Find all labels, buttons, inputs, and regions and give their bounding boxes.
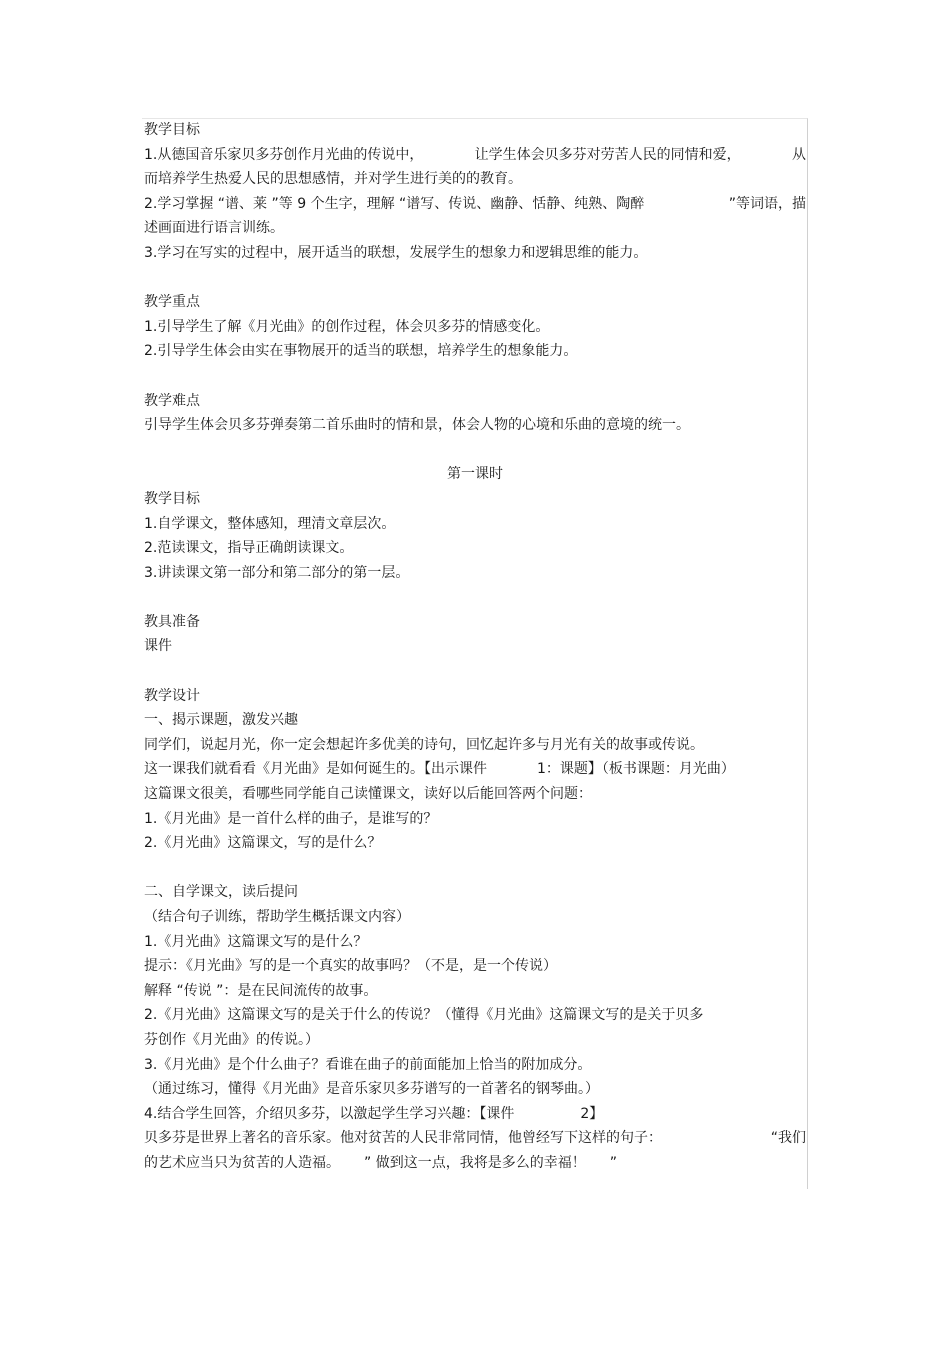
section-1-paragraph-3: 这篇课文很美，看哪些同学能自己读懂课文，读好以后能回答两个问题： xyxy=(144,786,592,803)
beethoven-bio-part-e: ” xyxy=(609,1154,617,1171)
section-2-note: （结合句子训练，帮助学生概括课文内容） xyxy=(144,909,410,925)
goal-item-1-part-a: 1.从德国音乐家贝多芬创作月光曲的传说中， xyxy=(144,146,424,163)
section-2-question-4-part-b: 2】 xyxy=(580,1105,604,1122)
goal-item-1-line-1 xyxy=(144,143,806,168)
section-2-question-4-part-a: 4.结合学生回答，介绍贝多芬，以激起学生学习兴趣：【课件 xyxy=(144,1105,515,1122)
key-points-heading: 教学重点 xyxy=(144,294,200,311)
difficulty-heading: 教学难点 xyxy=(144,392,200,409)
spacer xyxy=(144,585,806,610)
design-heading: 教学设计 xyxy=(144,687,200,704)
spacer xyxy=(144,266,806,291)
section-2-question-2-line-1: 2.《月光曲》这篇课文写的是关于什么的传说？（懂得《月光曲》这篇课文写的是关于贝多 xyxy=(144,1007,704,1024)
goal-item-1-part-c: 从 xyxy=(791,146,806,163)
lesson-1-goal-2: 2.范读课文，指导正确朗读课文。 xyxy=(144,540,354,557)
lesson-plan-document xyxy=(144,118,806,1176)
section-1-paragraph-1: 同学们，说起月光，你一定会想起许多优美的诗句，回忆起许多与月光有关的故事或传说。 xyxy=(144,736,704,753)
section-2-hint: 提示：《月光曲》写的是一个真实的故事吗？（不是，是一个传说） xyxy=(144,958,557,975)
section-2-question-2-line-2: 芬创作《月光曲》的传说。） xyxy=(144,1031,319,1048)
key-point-2: 2.引导学生体会由实在事物展开的适当的联想，培养学生的想象能力。 xyxy=(144,343,578,360)
goal-item-2-part-a: 2.学习掌握 “谱、莱 ”等 9 个生字，理解 “谱写、传说、幽静、恬静、纯熟、陶醉 xyxy=(144,195,645,212)
goals-heading: 教学目标 xyxy=(144,122,200,138)
lesson-1-title: 第一课时 xyxy=(447,466,503,483)
beethoven-bio-part-b: “我们 xyxy=(770,1130,806,1147)
beethoven-bio-part-d: ” 做到这一点，我将是多么的幸福！ xyxy=(364,1154,586,1171)
section-1-question-2: 2.《月光曲》这篇课文，写的是什么？ xyxy=(144,835,382,852)
goal-item-1-line-2: 而培养学生热爱人民的思想感情，并对学生进行美的的教育。 xyxy=(144,171,522,188)
goal-item-2-line-2: 述画面进行语言训练。 xyxy=(144,220,284,237)
key-point-1: 1.引导学生了解《月光曲》的创作过程，体会贝多芬的情感变化。 xyxy=(144,318,550,335)
section-2-question-1: 1.《月光曲》这篇课文写的是什么？ xyxy=(144,933,368,950)
goal-item-2-line-1 xyxy=(144,192,806,217)
difficulty-text: 引导学生体会贝多芬弹奏第二首乐曲时的情和景，体会人物的心境和乐曲的意境的统一。 xyxy=(144,417,690,434)
lesson-1-goal-3: 3.讲读课文第一部分和第二部分的第一层。 xyxy=(144,564,410,581)
goal-item-1-part-b: 让学生体会贝多芬对劳苦人民的同情和爱， xyxy=(474,146,741,163)
beethoven-bio-part-a: 贝多芬是世界上著名的音乐家。他对贫苦的人民非常同情，他曾经写下这样的句子： xyxy=(144,1130,662,1147)
tools-heading: 教具准备 xyxy=(144,613,200,630)
section-1-title: 一、揭示课题，激发兴趣 xyxy=(144,712,298,729)
beethoven-bio-line-2 xyxy=(144,1151,806,1176)
lesson-1-goal-1: 1.自学课文，整体感知，理清文章层次。 xyxy=(144,515,396,532)
beethoven-bio-line-1 xyxy=(144,1126,806,1151)
section-2-question-4 xyxy=(144,1102,806,1127)
section-2-question-3: 3.《月光曲》是个什么曲子？看谁在曲子的前面能加上恰当的附加成分。 xyxy=(144,1056,592,1073)
spacer xyxy=(144,659,806,684)
goal-item-3: 3.学习在写实的过程中，展开适当的联想，发展学生的想象力和逻辑思维的能力。 xyxy=(144,244,648,261)
lesson-1-goals-heading: 教学目标 xyxy=(144,490,200,507)
section-1-paragraph-2 xyxy=(144,757,806,782)
section-2-title: 二、自学课文，读后提问 xyxy=(144,884,298,901)
beethoven-bio-part-c: 的艺术应当只为贫苦的人造福。 xyxy=(144,1154,340,1171)
section-2-explanation: 解释 “传说 ”：是在民间流传的故事。 xyxy=(144,982,378,999)
tools-text: 课件 xyxy=(144,638,172,655)
section-2-question-3-note: （通过练习，懂得《月光曲》是音乐家贝多芬谱写的一首著名的钢琴曲。） xyxy=(144,1081,599,1098)
section-1-paragraph-2-part-a: 这一课我们就看看《月光曲》是如何诞生的。【出示课件 xyxy=(144,761,487,778)
section-1-paragraph-2-part-b: 1：课题】（板书课题：月光曲） xyxy=(537,761,735,778)
goal-item-2-part-b: ”等词语，描 xyxy=(728,195,806,212)
spacer xyxy=(144,438,806,463)
spacer xyxy=(144,364,806,389)
section-1-question-1: 1.《月光曲》是一首什么样的曲子，是谁写的？ xyxy=(144,810,438,827)
spacer xyxy=(144,856,806,881)
